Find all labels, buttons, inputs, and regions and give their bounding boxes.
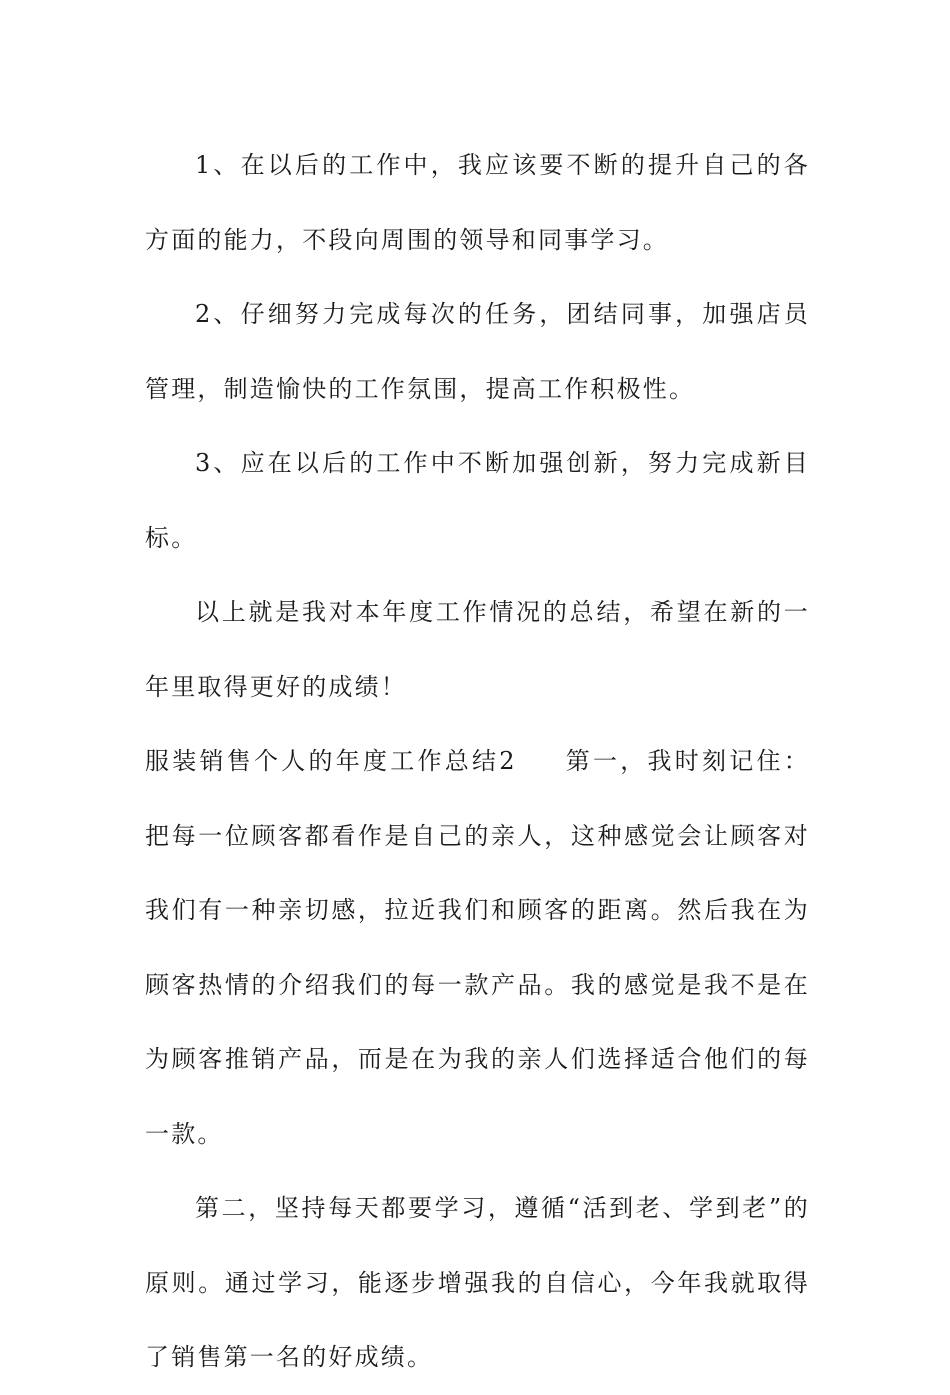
paragraph-innovation: 3、应在以后的工作中不断加强创新，努力完成新目标。 — [145, 449, 810, 552]
document-body — [145, 128, 810, 1395]
section-paragraph — [145, 724, 810, 1171]
paragraph-summary: 以上就是我对本年度工作情况的总结，希望在新的一年里取得更好的成绩！ — [145, 598, 810, 701]
paragraph-improve-abilities: 1、在以后的工作中，我应该要不断的提升自己的各方面的能力，不段向周围的领导和同事学习。 — [145, 151, 810, 254]
section-heading: 服装销售个人的年度工作总结2 — [145, 747, 517, 775]
section-first-paragraph: 第一，我时刻记住：把每一位顾客都看作是自己的亲人，这种感觉会让顾客对我们有一种亲切感，拉近我们和顾客的距离。然后我在为顾客热情的介绍我们的每一款产品。我的感觉是我不是在为顾客推销产品，而是在为我的亲人们选择适合他们的每一款。 — [145, 747, 810, 1148]
paragraph-keep-learning: 第二，坚持每天都要学习，遵循“活到老、学到老”的原则。通过学习，能逐步增强我的自信心，今年我就取得了销售第一名的好成绩。 — [145, 1194, 810, 1371]
paragraph-complete-tasks: 2、仔细努力完成每次的任务，团结同事，加强店员管理，制造愉快的工作氛围，提高工作积极性。 — [145, 300, 810, 403]
